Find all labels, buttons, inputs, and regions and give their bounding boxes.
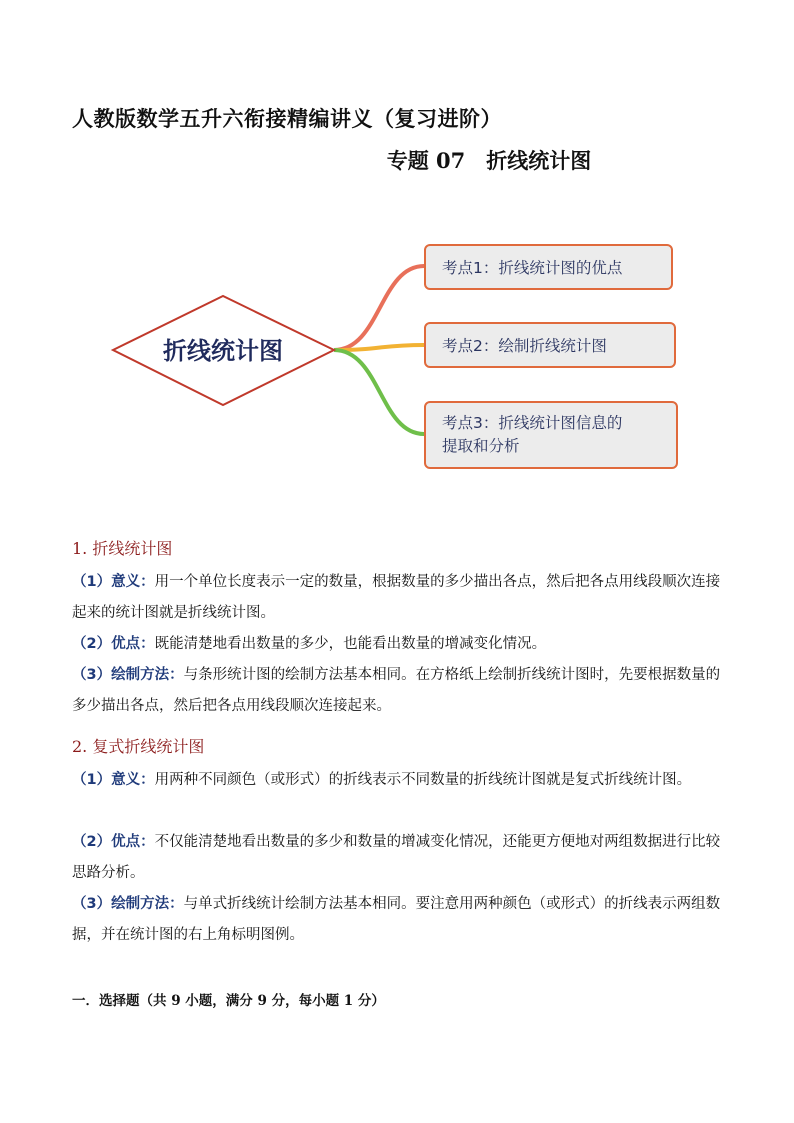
center-label: 折线统计图 bbox=[163, 337, 283, 365]
item-label: （1）意义： bbox=[72, 574, 155, 590]
section-2-heading: 2. 复式折线统计图 bbox=[72, 737, 205, 756]
item-text: 与条形统计图的绘制方法基本相同。在方格纸上绘制折线统计图时，先要根据数量的多少描出各点，然后把各点用线段顺次连接起来。 bbox=[72, 667, 721, 714]
question-section-heading: 一．选择题（共 9 小题，满分 9 分，每小题 1 分） bbox=[72, 993, 385, 1009]
mindmap-node-3 bbox=[424, 401, 678, 469]
subtitle-text: 专题 07 折线统计图 bbox=[386, 148, 592, 173]
section-1-item-1 bbox=[72, 567, 724, 629]
node-1-text: 考点1：折线统计图的优点 bbox=[442, 259, 623, 277]
mindmap-node-1 bbox=[424, 244, 673, 290]
branch-1 bbox=[334, 266, 424, 350]
node-2-text: 考点2：绘制折线统计图 bbox=[442, 337, 607, 355]
mindmap-node-2 bbox=[424, 322, 676, 368]
item-text: 与单式折线统计绘制方法基本相同。要注意用两种颜色（或形式）的折线表示两组数据，并在统计图的右上角标明图例。 bbox=[72, 896, 721, 943]
section-2-item-3 bbox=[72, 889, 724, 951]
section-2-item-1 bbox=[72, 765, 724, 796]
section-1-item-2 bbox=[72, 629, 724, 660]
node-3-line-2: 提取和分析 bbox=[442, 437, 520, 455]
node-3-line-1: 考点3：折线统计图信息的 bbox=[442, 414, 623, 432]
item-label: （3）绘制方法： bbox=[72, 667, 184, 683]
item-label: （3）绘制方法： bbox=[72, 896, 184, 912]
item-text: 用两种不同颜色（或形式）的折线表示不同数量的折线统计图就是复式折线统计图。 bbox=[154, 772, 692, 788]
item-label: （2）优点： bbox=[72, 636, 155, 652]
item-label: （1）意义： bbox=[72, 772, 155, 788]
item-text: 不仅能清楚地看出数量的多少和数量的增减变化情况，还能更方便地对两组数据进行比较思路分析。 bbox=[72, 834, 721, 881]
item-label: （2）优点： bbox=[72, 834, 155, 850]
document-title: 人教版数学五升六衔接精编讲义（复习进阶） bbox=[72, 106, 502, 131]
branch-3 bbox=[334, 350, 424, 434]
section-2-item-2 bbox=[72, 827, 724, 889]
item-text: 既能清楚地看出数量的多少，也能看出数量的增减变化情况。 bbox=[154, 636, 547, 652]
section-1-heading: 1. 折线统计图 bbox=[72, 539, 173, 558]
section-1-item-3 bbox=[72, 660, 724, 722]
item-text: 用一个单位长度表示一定的数量，根据数量的多少描出各点，然后把各点用线段顺次连接起来的统计图就是折线统计图。 bbox=[72, 574, 721, 621]
